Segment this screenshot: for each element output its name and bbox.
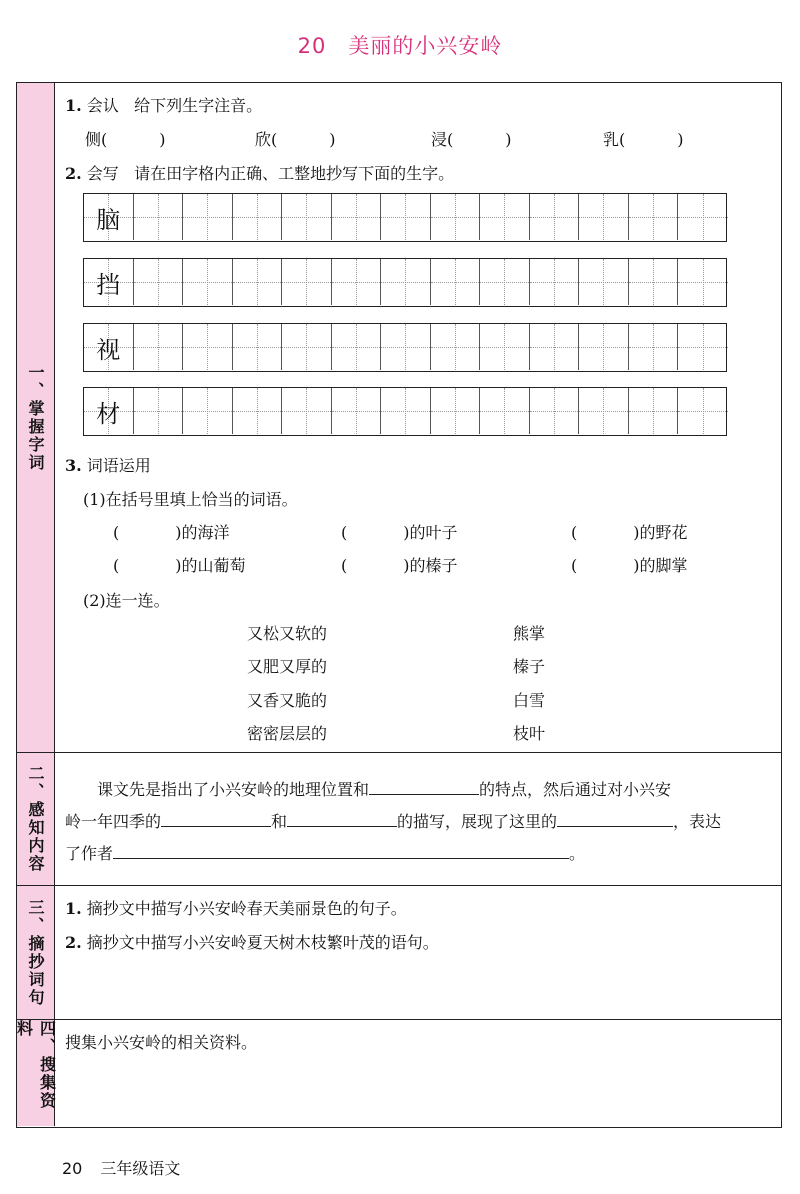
match-right[interactable]: 白雪 xyxy=(513,691,546,710)
page-footer xyxy=(62,1156,198,1179)
section-research xyxy=(14,1020,781,1126)
fill-item[interactable]: ( )的榛子 xyxy=(341,556,458,575)
answer-blank[interactable] xyxy=(113,842,569,859)
q3-heading: 3. 词语运用 xyxy=(65,456,151,475)
q1-heading: 1. 会认 给下列生字注音。 xyxy=(65,96,263,115)
q3-part2: (2)连一连。 xyxy=(83,591,170,610)
model-char-cell xyxy=(84,388,134,434)
section-excerpts xyxy=(17,886,781,1020)
answer-blank[interactable] xyxy=(287,810,397,827)
passage-line-3: 了作者 。 xyxy=(65,844,586,863)
section-comprehension xyxy=(17,753,781,886)
fill-item[interactable]: ( )的野花 xyxy=(571,523,688,542)
match-right[interactable]: 榛子 xyxy=(513,657,546,676)
model-char: 脑 xyxy=(96,206,121,234)
fill-item[interactable]: ( )的脚掌 xyxy=(571,556,688,575)
section-label: 一、掌握字词 xyxy=(17,83,55,752)
section-label: 三、摘抄词句 xyxy=(17,886,55,1019)
excerpt-q2: 2. 摘抄文中描写小兴安岭夏天树木枝繁叶茂的语句。 xyxy=(65,933,439,952)
page-title xyxy=(0,30,800,60)
model-char: 材 xyxy=(96,400,121,428)
answer-blank[interactable] xyxy=(557,810,673,827)
answer-blank[interactable] xyxy=(369,778,479,795)
answer-blank[interactable] xyxy=(161,810,271,827)
research-task: 搜集小兴安岭的相关资料。 xyxy=(65,1033,258,1052)
match-left[interactable]: 密密层层的 xyxy=(247,724,328,743)
fill-item[interactable]: ( )的山葡萄 xyxy=(113,556,246,575)
pinyin-item[interactable]: 侧( ) xyxy=(85,130,166,149)
page-number: 20 xyxy=(62,1159,83,1178)
q2-heading: 2. 会写 请在田字格内正确、工整地抄写下面的生字。 xyxy=(65,164,455,183)
section-vocabulary xyxy=(17,83,781,753)
model-char-cell xyxy=(84,324,134,370)
pinyin-item[interactable]: 浸( ) xyxy=(431,130,512,149)
excerpt-q1: 1. 摘抄文中描写小兴安岭春天美丽景色的句子。 xyxy=(65,899,407,918)
fill-item[interactable]: ( )的海洋 xyxy=(113,523,230,542)
passage-line-1: 课文先是指出了小兴安岭的地理位置和 的特点，然后通过对小兴安 xyxy=(97,780,672,799)
section-label: 四、搜集资料 xyxy=(17,1020,55,1126)
fill-item[interactable]: ( )的叶子 xyxy=(341,523,458,542)
q3-part1: (1)在括号里填上恰当的词语。 xyxy=(83,490,298,509)
match-left[interactable]: 又香又脆的 xyxy=(247,691,328,710)
model-char: 挡 xyxy=(96,271,121,299)
match-right[interactable]: 熊掌 xyxy=(513,624,546,643)
pinyin-item[interactable]: 欣( ) xyxy=(255,130,336,149)
pinyin-item[interactable]: 乳( ) xyxy=(603,130,684,149)
model-char-cell xyxy=(84,259,134,305)
model-char: 视 xyxy=(96,336,121,364)
worksheet xyxy=(16,82,782,1128)
model-char-cell xyxy=(84,194,134,240)
section-label: 二、感知内容 xyxy=(17,753,55,885)
match-left[interactable]: 又肥又厚的 xyxy=(247,657,328,676)
match-left[interactable]: 又松又软的 xyxy=(247,624,328,643)
match-right[interactable]: 枝叶 xyxy=(513,724,546,743)
lesson-title: 美丽的小兴安岭 xyxy=(348,34,503,58)
passage-line-2: 岭一年四季的 和 的描写，展现了这里的 ，表达 xyxy=(65,812,722,831)
book-name: 三年级语文 xyxy=(100,1159,181,1178)
lesson-number: 20 xyxy=(297,34,327,58)
